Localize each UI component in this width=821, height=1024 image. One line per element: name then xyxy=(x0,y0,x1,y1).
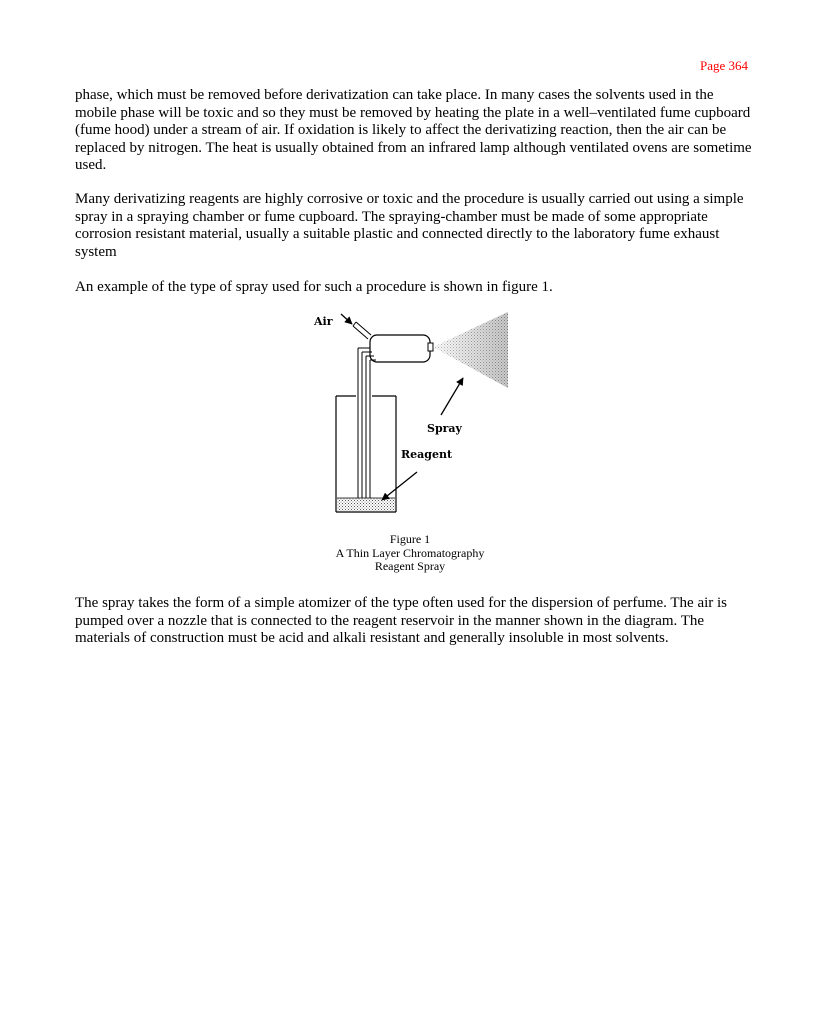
air-nozzle xyxy=(353,322,371,339)
figure-number: Figure 1 xyxy=(389,532,431,546)
air-arrow xyxy=(341,314,352,324)
spray-arrow xyxy=(441,378,463,415)
paragraph-corrosive-reagents: Many derivatizing reagents are highly corrosive or toxic and the procedure is usually carried out using a simple spray in a spraying chamber or fume cupboard. The spraying-chamber must be made of some appropriate corrosion resistant material, usually a suitable plastic and connected directly to the laboratory fume exhaust system xyxy=(75,191,744,260)
spray-label: Spray xyxy=(427,422,462,435)
spray-head xyxy=(370,335,430,362)
figure-title-line-1: A Thin Layer Chromatography xyxy=(335,545,485,560)
figure-caption xyxy=(260,533,560,574)
paragraph-spray-example: An example of the type of spray used for such a procedure is shown in figure 1. xyxy=(75,279,553,295)
feed-tubes xyxy=(358,348,376,498)
reagent-spray-diagram xyxy=(300,308,520,528)
figure-title-line-2: Reagent Spray xyxy=(374,559,446,573)
reagent-label: Reagent xyxy=(401,448,453,461)
reagent-arrow xyxy=(382,472,417,500)
spray-nozzle xyxy=(428,343,433,351)
reagent-liquid xyxy=(337,498,395,511)
paragraph-atomizer-description: The spray takes the form of a simple atomizer of the type often used for the dispersion of perfume. The air is pumped over a nozzle that is connected to the reagent reservoir in the manner shown in the diagram. The materials of construction must be acid and alkali resistant and generally insoluble in most solvents. xyxy=(75,595,728,646)
air-label: Air xyxy=(314,315,333,328)
page-number: Page 364 xyxy=(699,58,748,73)
figure-reagent-spray xyxy=(300,308,520,528)
paragraph-derivatization-solvents: phase, which must be removed before derivatization can take place. In many cases the solvents used in the mobile phase will be toxic and so they must be removed by heating the plate in a well–ventilated fume cupboard (fume hood) under a stream of air. If oxidation is likely to affect the derivatizing reaction, then the air can be replaced by nitrogen. The heat is usually obtained from an infrared lamp although ventilated ovens are sometime used. xyxy=(75,87,752,173)
